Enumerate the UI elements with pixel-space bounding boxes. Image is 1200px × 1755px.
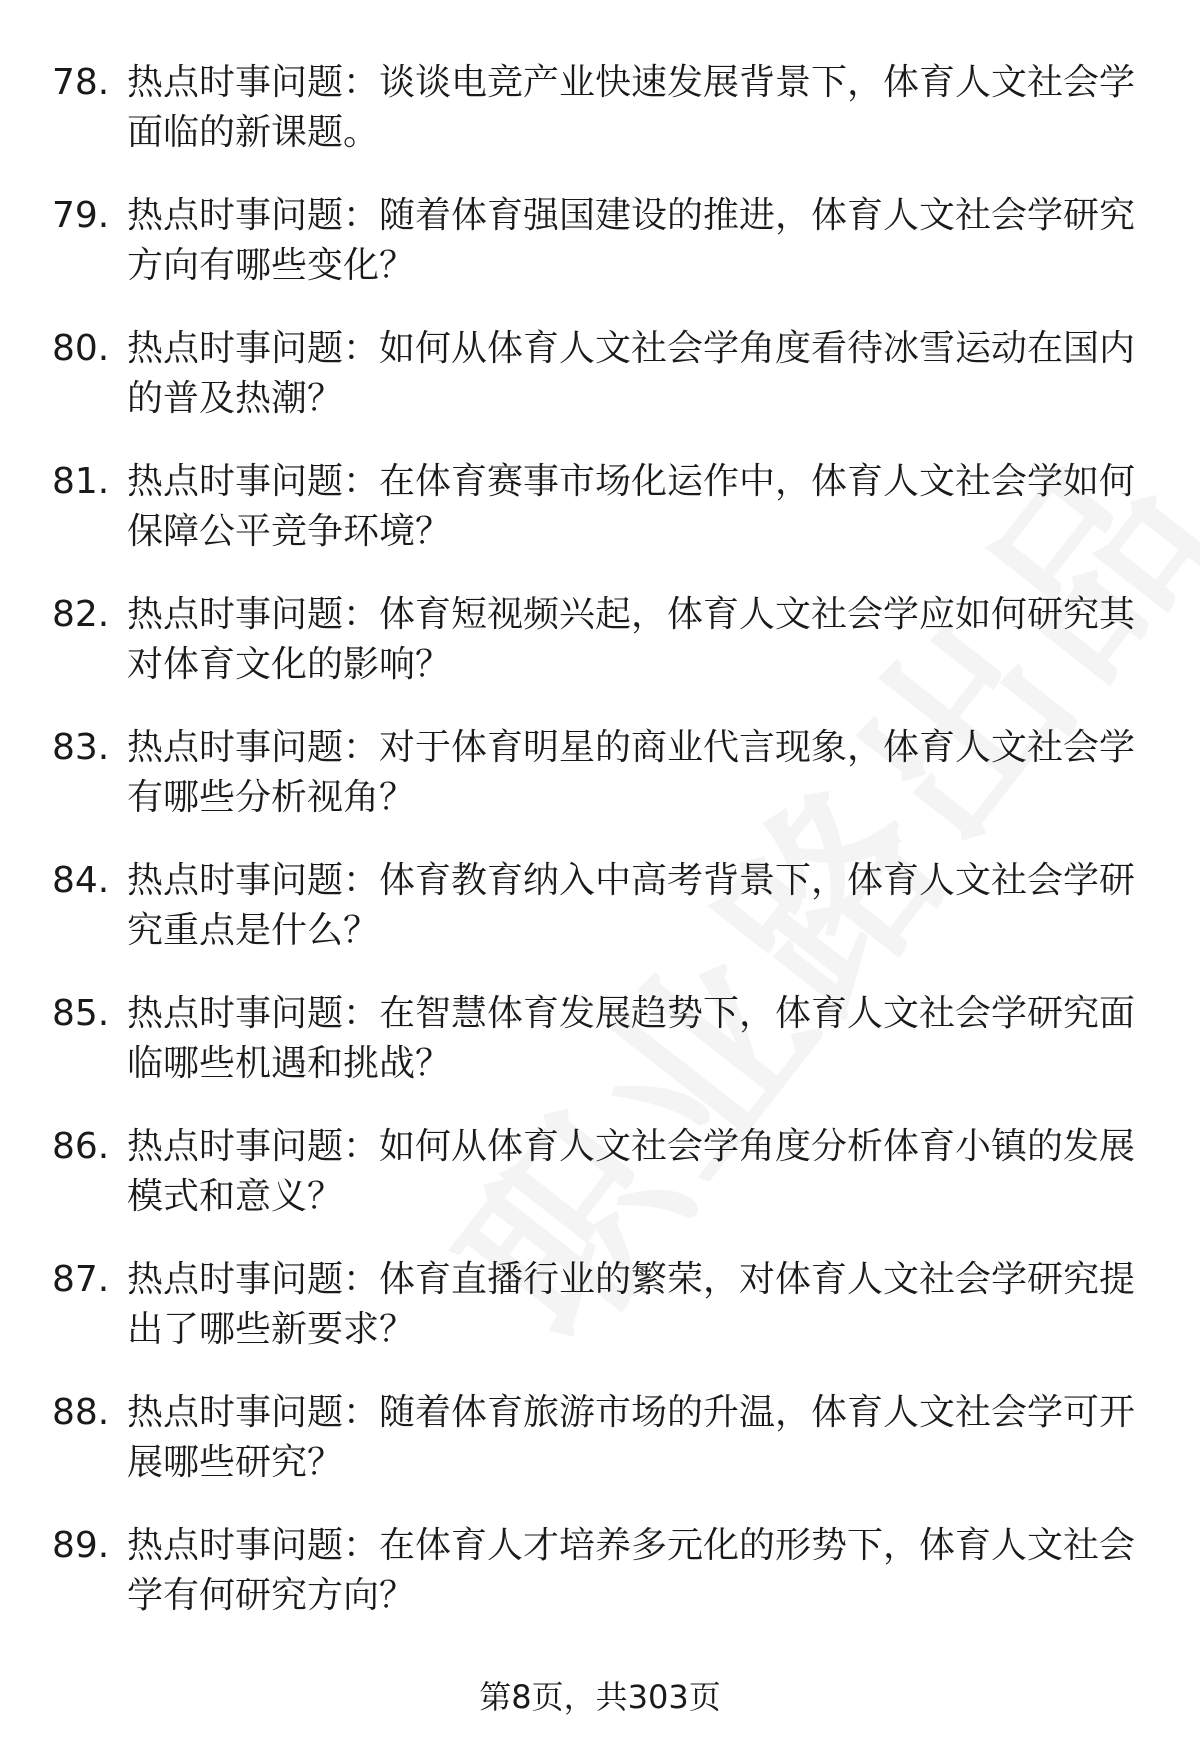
question-text-line: 热点时事问题：体育短视频兴起，体育人文社会学应如何研究其	[127, 594, 1136, 635]
page-footer: 第8页，共303页	[479, 1678, 721, 1716]
question-item	[0, 1521, 1200, 1654]
question-text-line: 热点时事问题：如何从体育人文社会学角度看待冰雪运动在国内	[127, 328, 1136, 369]
question-item	[0, 1388, 1200, 1521]
question-text-line: 热点时事问题：体育教育纳入中高考背景下，体育人文社会学研	[127, 860, 1136, 901]
question-text-line: 热点时事问题：随着体育旅游市场的升温，体育人文社会学可开	[127, 1392, 1136, 1433]
question-text-line: 热点时事问题：谈谈电竞产业快速发展背景下，体育人文社会学	[127, 62, 1136, 103]
question-item	[0, 989, 1200, 1122]
question-text	[127, 324, 1147, 424]
question-text-line: 的普及热潮？	[127, 378, 344, 419]
question-text-line: 对体育文化的影响？	[127, 644, 452, 685]
question-text-line: 热点时事问题：随着体育强国建设的推进，体育人文社会学研究	[127, 195, 1136, 236]
question-number: 89.	[52, 1525, 110, 1566]
question-text-line: 模式和意义？	[127, 1176, 344, 1217]
question-text	[127, 1122, 1147, 1222]
question-text-line: 热点时事问题：如何从体育人文社会学角度分析体育小镇的发展	[127, 1126, 1136, 1167]
question-text-line: 展哪些研究？	[127, 1442, 344, 1483]
question-text	[127, 856, 1147, 956]
question-item	[0, 324, 1200, 457]
question-text-line: 热点时事问题：在体育人才培养多元化的形势下，体育人文社会	[127, 1525, 1136, 1566]
question-item	[0, 590, 1200, 723]
question-number: 87.	[52, 1259, 110, 1300]
question-text-line: 保障公平竞争环境？	[127, 511, 452, 552]
question-text	[127, 1521, 1147, 1621]
question-item	[0, 1122, 1200, 1255]
question-text-line: 面临的新课题。	[127, 112, 380, 153]
question-list	[0, 58, 1200, 1654]
question-item	[0, 191, 1200, 324]
question-number: 79.	[52, 195, 110, 236]
question-number: 85.	[52, 993, 110, 1034]
question-number: 86.	[52, 1126, 110, 1167]
question-number: 83.	[52, 727, 110, 768]
question-number: 81.	[52, 461, 110, 502]
question-number: 80.	[52, 328, 110, 369]
question-text-line: 学有何研究方向？	[127, 1575, 416, 1616]
question-text-line: 临哪些机遇和挑战？	[127, 1043, 452, 1084]
question-text	[127, 58, 1147, 158]
question-item	[0, 723, 1200, 856]
question-text-line: 热点时事问题：对于体育明星的商业代言现象，体育人文社会学	[127, 727, 1136, 768]
question-text-line: 热点时事问题：在智慧体育发展趋势下，体育人文社会学研究面	[127, 993, 1136, 1034]
question-text	[127, 1255, 1147, 1355]
question-text-line: 出了哪些新要求？	[127, 1309, 416, 1350]
question-item	[0, 856, 1200, 989]
question-text-line: 方向有哪些变化？	[127, 245, 416, 286]
question-item	[0, 1255, 1200, 1388]
question-number: 84.	[52, 860, 110, 901]
question-number: 82.	[52, 594, 110, 635]
question-item	[0, 457, 1200, 590]
question-text	[127, 723, 1147, 823]
question-text-line: 热点时事问题：在体育赛事市场化运作中，体育人文社会学如何	[127, 461, 1136, 502]
question-number: 78.	[52, 62, 110, 103]
question-text	[127, 457, 1147, 557]
question-text	[127, 989, 1147, 1089]
question-item	[0, 58, 1200, 191]
question-text	[127, 1388, 1147, 1488]
question-number: 88.	[52, 1392, 110, 1433]
question-text	[127, 191, 1147, 291]
question-text-line: 热点时事问题：体育直播行业的繁荣，对体育人文社会学研究提	[127, 1259, 1136, 1300]
question-text	[127, 590, 1147, 690]
question-text-line: 有哪些分析视角？	[127, 777, 416, 818]
question-text-line: 究重点是什么？	[127, 910, 380, 951]
